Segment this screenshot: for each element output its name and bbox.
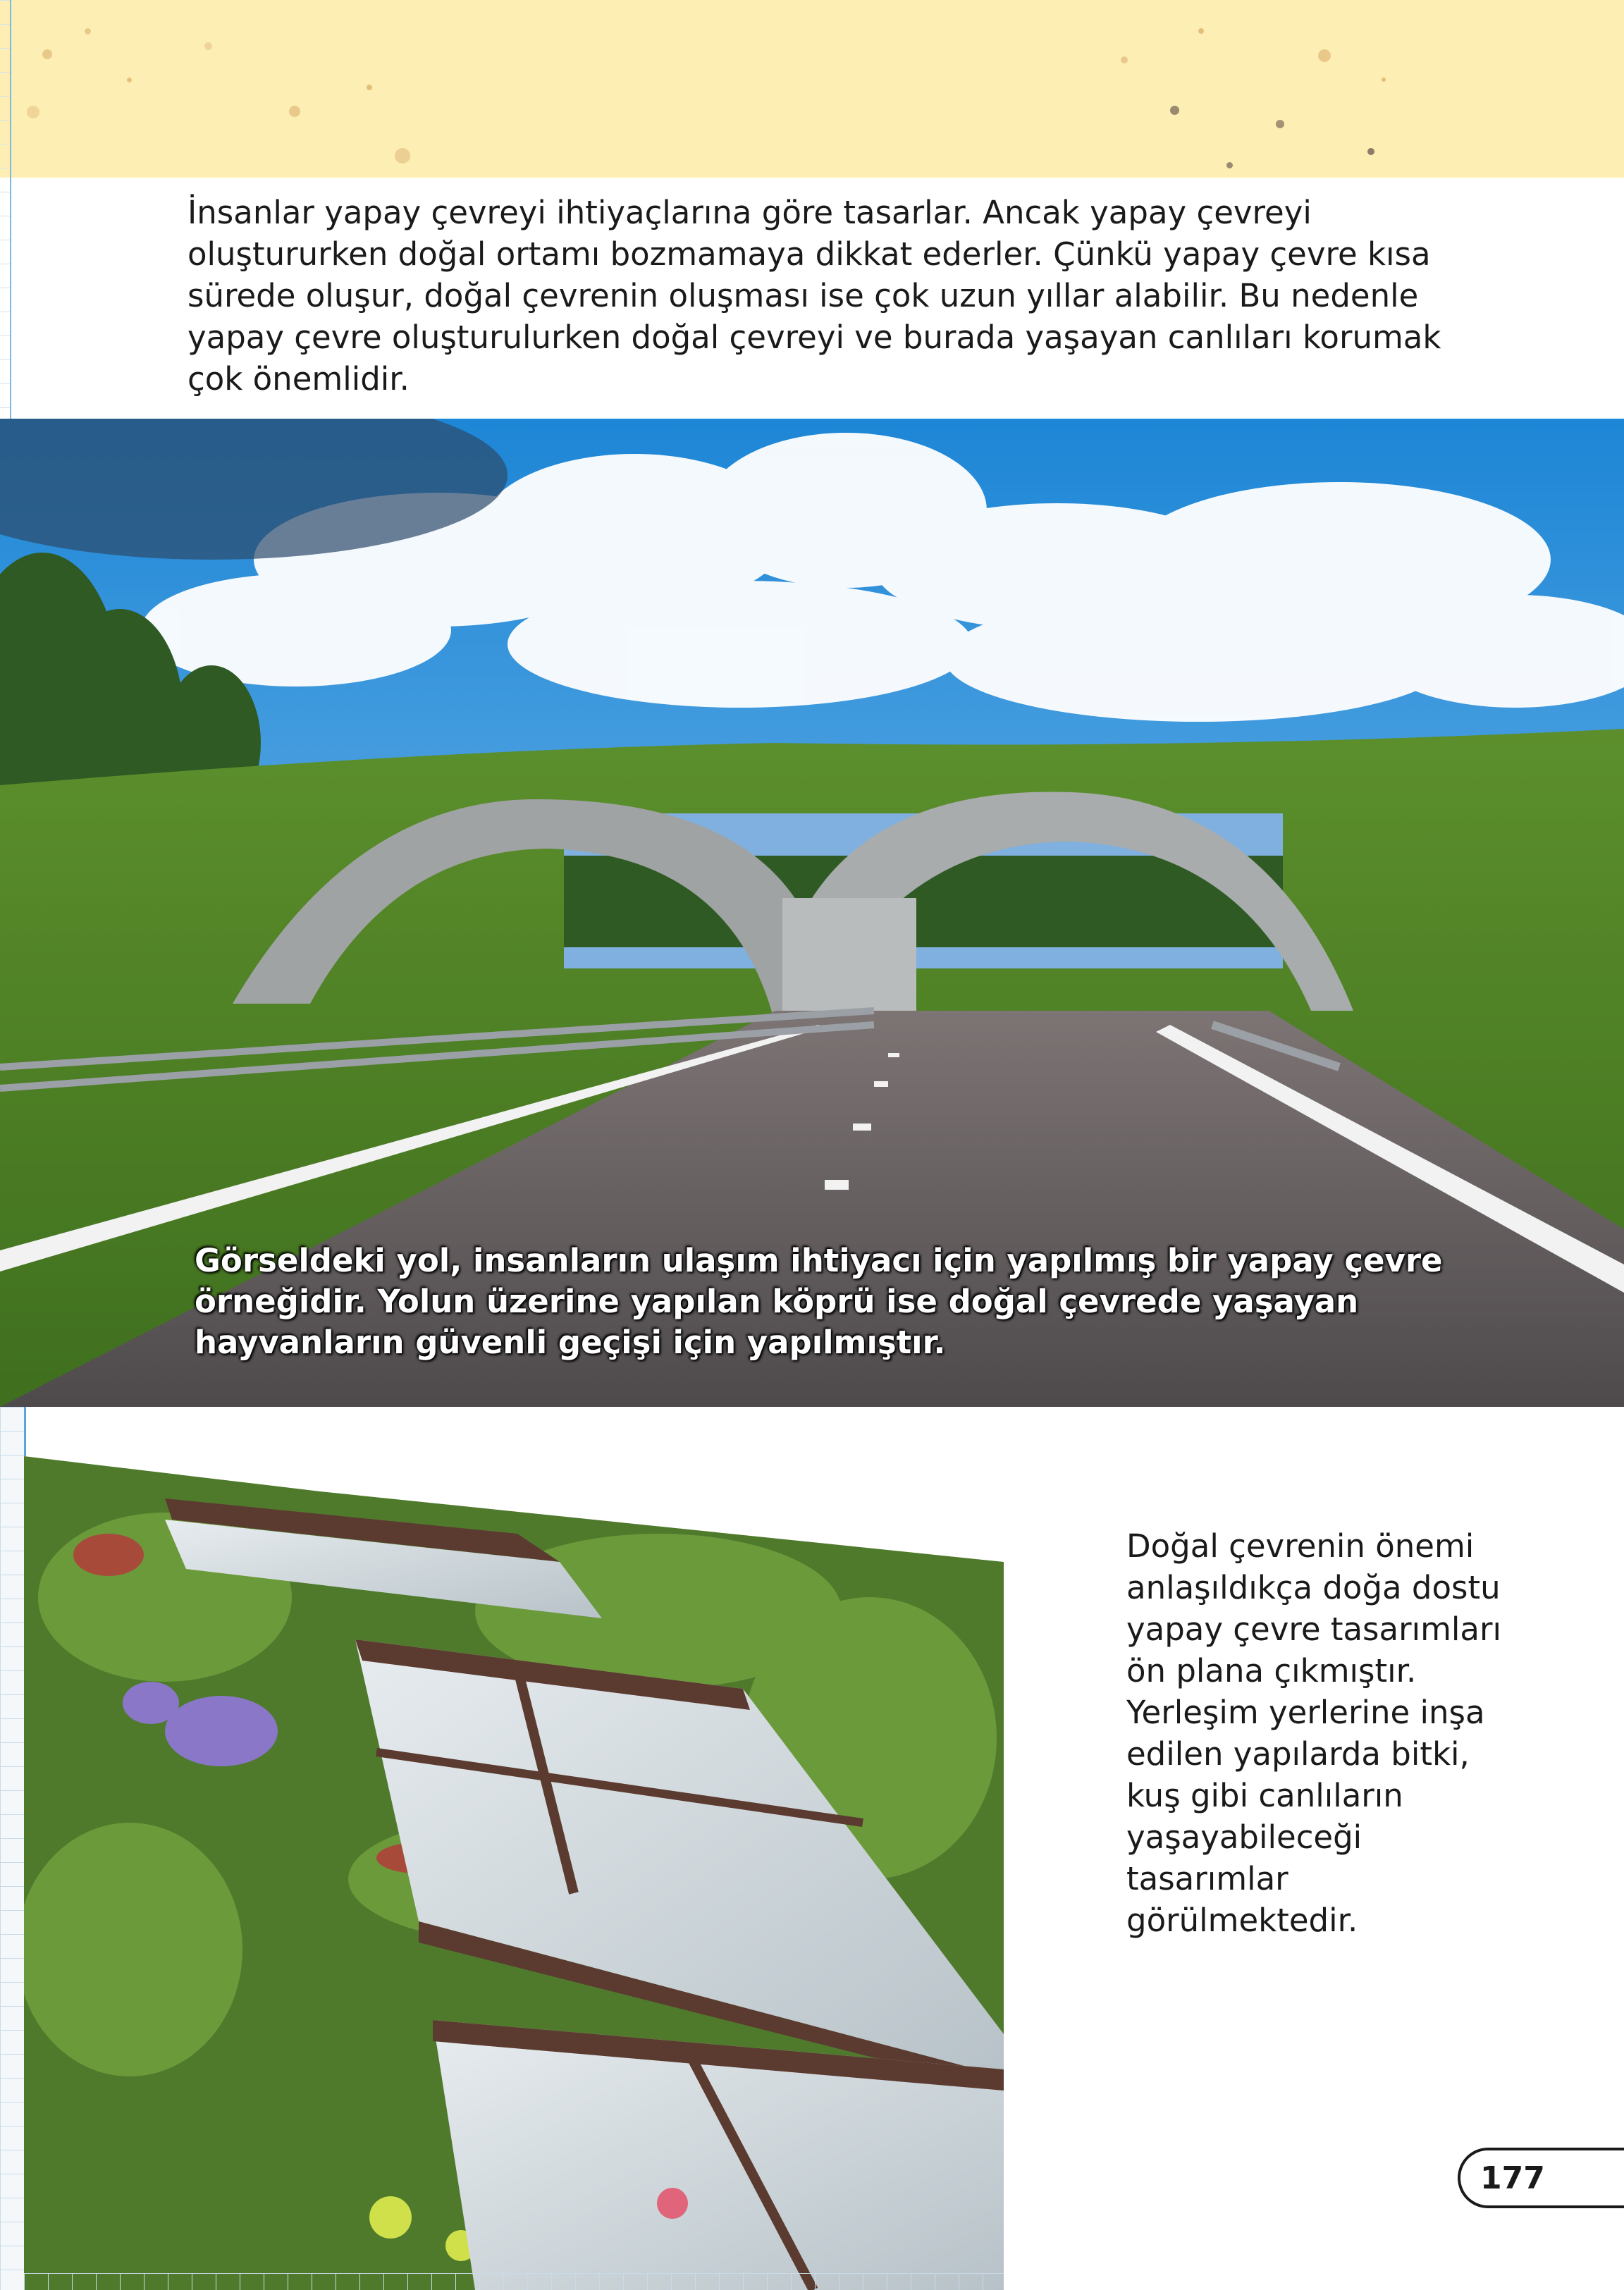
speckle [395, 148, 410, 164]
page-number: 177 [1480, 2160, 1545, 2196]
speckle [1382, 78, 1386, 82]
speckle [204, 42, 212, 50]
speckle [1318, 49, 1331, 62]
speckle [1367, 148, 1374, 155]
decorative-top-band [0, 0, 1624, 178]
page-number-tab [1458, 2148, 1624, 2208]
speckle [27, 106, 39, 118]
intro-paragraph: İnsanlar yapay çevreyi ihtiyaçlarına göre tasarlar. Ancak yapay çevreyi oluştururken doğal ortamı bozmamaya dikkat ederler. Çünkü yapay çevre kısa sürede oluşur, doğal çevrenin oluşması ise çok uzun yıllar alabilir. Bu nedenle yapay çevre oluşturulurken doğal çevreyi ve burada yaşayan canlıları korumak çok önemlidir. [187, 194, 1441, 398]
speckle [1276, 120, 1284, 128]
speckle [1226, 162, 1233, 168]
side-paragraph: Doğal çevrenin önemi anlaşıldıkça doğa dostu yapay çevre tasarımları ön plana çıkmıştır. Yerleşim yerlerine inşa edilen yapılarda bitki, kuş gibi canlıların yaşayabileceği tasarımlar görülmektedir. [1126, 1527, 1502, 1939]
photo-caption: Görseldeki yol, insanların ulaşım ihtiyacı için yapılmış bir yapay çevre örneğidir. Yolun üzerine yapılan köprü ise doğal çevrede yaşayan hayvanların güvenli geçişi için yapılmıştır. [195, 1242, 1443, 1361]
speckle [289, 106, 300, 117]
speckle [85, 28, 91, 35]
speckle [42, 49, 52, 59]
speckle [1198, 28, 1204, 34]
grid-paper-bottom [24, 2273, 1004, 2290]
speckle [1170, 106, 1179, 115]
green-wall-building-photo [24, 1456, 1004, 2290]
speckle [127, 78, 132, 82]
grid-paper-margin [0, 1407, 26, 2290]
green-wall-illustration [24, 1456, 1004, 2290]
speckle [367, 85, 372, 90]
speckle [1121, 56, 1128, 63]
